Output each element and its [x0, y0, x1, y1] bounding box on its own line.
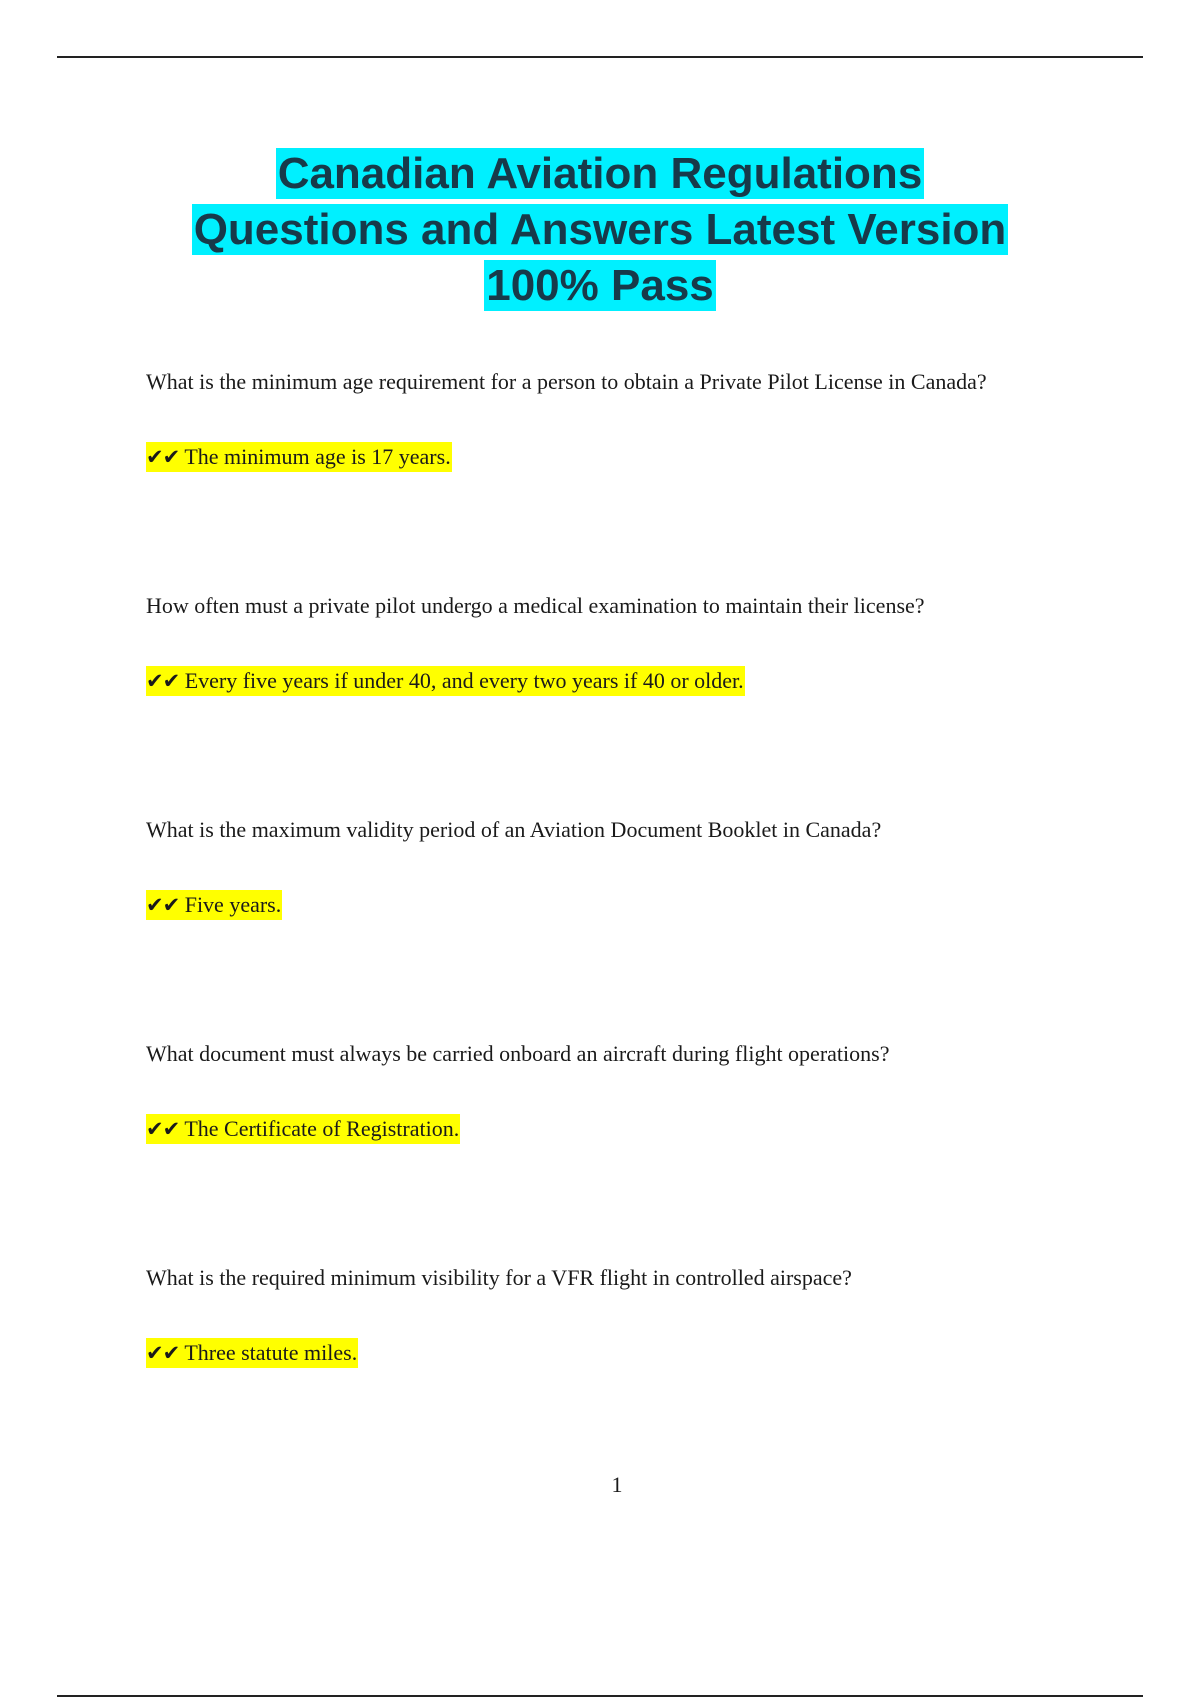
answer — [146, 443, 1146, 471]
qa-item — [146, 368, 1146, 471]
qa-item — [146, 1040, 1146, 1143]
qa-item — [146, 1264, 1146, 1367]
question-text: What document must always be carried onboard an aircraft during flight operations? — [146, 1041, 890, 1066]
header-rule — [57, 56, 1143, 58]
qa-item — [146, 592, 1146, 695]
question-text: How often must a private pilot undergo a medical examination to maintain their license? — [146, 593, 925, 618]
check-marks-icon: ✔✔ — [146, 1117, 180, 1141]
answer — [146, 1339, 1146, 1367]
check-marks-icon: ✔✔ — [146, 1341, 180, 1365]
footer-rule — [57, 1695, 1143, 1697]
title-line: Canadian Aviation Regulations — [277, 149, 923, 198]
document-title — [60, 146, 1140, 314]
question-text: What is the maximum validity period of an Aviation Document Booklet in Canada? — [146, 817, 882, 842]
check-marks-icon: ✔✔ — [146, 669, 180, 693]
qa-item — [146, 816, 1146, 919]
answer-text: The minimum age is 17 years. — [184, 444, 451, 469]
answer — [146, 1115, 1146, 1143]
title-line: 100% Pass — [486, 261, 714, 310]
answer-text: Every five years if under 40, and every two years if 40 or older. — [184, 668, 744, 693]
answer-text: The Certificate of Registration. — [184, 1116, 460, 1141]
answer-text: Five years. — [184, 892, 282, 917]
question-text: What is the required minimum visibility for a VFR flight in controlled airspace? — [146, 1265, 852, 1290]
title-line: Questions and Answers Latest Version — [193, 205, 1007, 254]
question-text: What is the minimum age requirement for a person to obtain a Private Pilot License in Canada? — [146, 369, 987, 394]
check-marks-icon: ✔✔ — [146, 893, 180, 917]
answer — [146, 667, 1146, 695]
check-marks-icon: ✔✔ — [146, 445, 180, 469]
answer-text: Three statute miles. — [184, 1340, 358, 1365]
page-number: 1 — [611, 1472, 623, 1497]
answer — [146, 891, 1146, 919]
